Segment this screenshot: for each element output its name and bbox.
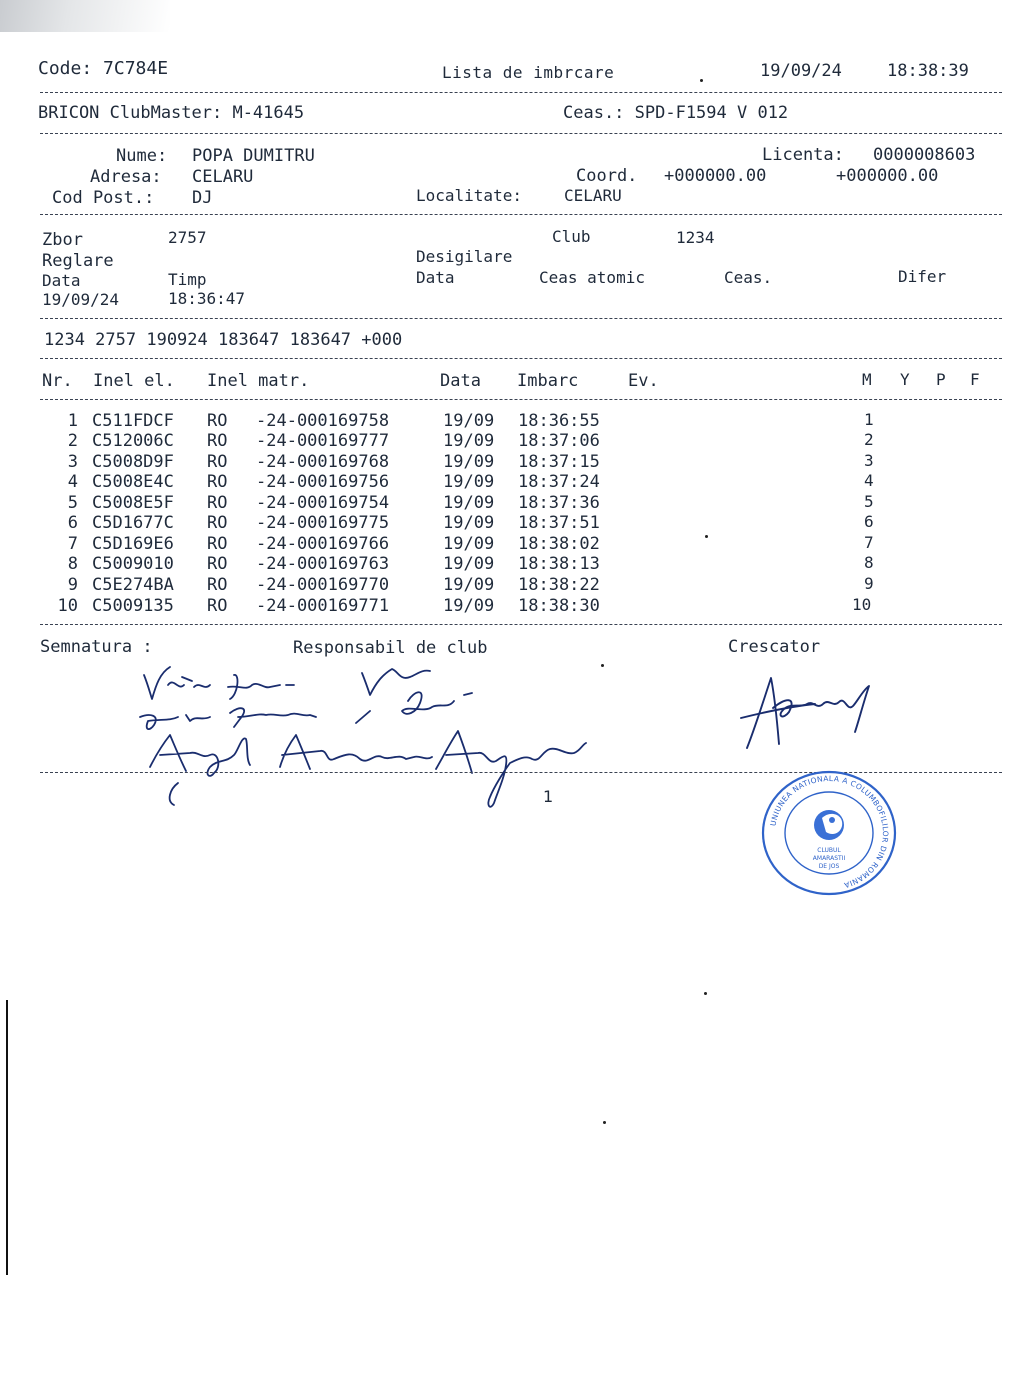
row-imbarc: 18:38:22 (518, 575, 600, 595)
club-label: Club (552, 227, 591, 246)
breeder-signature (735, 668, 880, 753)
flight-code-line: 1234 2757 190924 183647 183647 +000 (44, 330, 403, 350)
divider (40, 358, 1002, 359)
row-nr: 10 (57, 596, 78, 616)
row-m: 7 (864, 533, 874, 552)
row-inel-el: C5E274BA (92, 575, 174, 595)
row-nr: 6 (67, 513, 78, 533)
row-imbarc: 18:37:24 (518, 472, 600, 492)
col-inel-matr: Inel matr. (207, 371, 310, 391)
row-imbarc: 18:36:55 (518, 411, 600, 431)
row-m: 1 (864, 410, 874, 429)
reglare-label: Reglare (42, 251, 114, 271)
row-data: 19/09 (443, 411, 495, 431)
locality-value: CELARU (564, 186, 622, 205)
row-country: RO (207, 452, 228, 472)
unseal-date-label: Data (416, 268, 455, 287)
row-data: 19/09 (443, 452, 495, 472)
row-country: RO (207, 472, 228, 492)
name-label: Nume: (116, 146, 168, 166)
col-m: M (862, 370, 872, 389)
document-code: Code: 7C784E (38, 58, 169, 79)
coord-lat: +000000.00 (664, 166, 767, 186)
col-f: F (970, 370, 980, 389)
col-data: Data (440, 371, 481, 391)
row-imbarc: 18:37:51 (518, 513, 600, 533)
row-inel-matr: -24-000169770 (256, 575, 390, 595)
row-country: RO (207, 513, 228, 533)
document-title: Lista de imbrcare (442, 63, 615, 82)
row-nr: 5 (67, 493, 78, 513)
row-inel-matr: -24-000169768 (256, 452, 390, 472)
club-responsible-label: Responsabil de club (293, 638, 488, 658)
desigilare-label: Desigilare (416, 247, 513, 266)
row-nr: 1 (67, 411, 78, 431)
svg-text:AMARASTII: AMARASTII (812, 855, 846, 862)
row-inel-matr: -24-000169754 (256, 493, 390, 513)
svg-text:DE JOS: DE JOS (818, 863, 840, 870)
row-country: RO (207, 411, 228, 431)
divider (40, 624, 1002, 625)
row-inel-el: C512006C (92, 431, 174, 451)
locality-label: Localitate: (416, 186, 522, 205)
row-country: RO (207, 554, 228, 574)
clock-id: Ceas.: SPD-F1594 V 012 (563, 103, 789, 123)
row-inel-matr: -24-000169758 (256, 411, 390, 431)
divider (40, 214, 1002, 215)
row-m: 6 (864, 512, 874, 531)
col-inel-el: Inel el. (93, 371, 175, 391)
row-inel-matr: -24-000169763 (256, 554, 390, 574)
col-p: P (936, 370, 946, 389)
atomic-clock-label: Ceas atomic (539, 268, 645, 287)
row-imbarc: 18:38:30 (518, 596, 600, 616)
postal-label: Cod Post.: (52, 188, 155, 208)
row-inel-matr: -24-000169771 (256, 596, 390, 616)
scan-shadow-corner (0, 0, 170, 32)
col-y: Y (900, 370, 910, 389)
row-imbarc: 18:38:02 (518, 534, 600, 554)
row-imbarc: 18:37:15 (518, 452, 600, 472)
row-m: 2 (864, 430, 874, 449)
row-imbarc: 18:37:06 (518, 431, 600, 451)
row-nr: 3 (67, 452, 78, 472)
row-m: 10 (852, 595, 872, 614)
row-nr: 7 (67, 534, 78, 554)
coord-label: Coord. (576, 166, 638, 186)
handwritten-signatures (130, 655, 600, 825)
row-inel-matr: -24-000169775 (256, 513, 390, 533)
row-inel-matr: -24-000169756 (256, 472, 390, 492)
address-value: CELARU (192, 167, 254, 187)
row-country: RO (207, 534, 228, 554)
clock-label: Ceas. (724, 268, 773, 287)
row-country: RO (207, 431, 228, 451)
row-data: 19/09 (443, 596, 495, 616)
license-number: 0000008603 (873, 145, 976, 165)
scan-speck (704, 992, 707, 995)
row-data: 19/09 (443, 575, 495, 595)
row-inel-el: C5D169E6 (92, 534, 174, 554)
row-inel-el: C5008E5F (92, 493, 174, 513)
row-imbarc: 18:38:13 (518, 554, 600, 574)
row-inel-matr: -24-000169777 (256, 431, 390, 451)
reg-time: 18:36:47 (168, 289, 246, 308)
row-m: 3 (864, 451, 874, 470)
row-imbarc: 18:37:36 (518, 493, 600, 513)
scan-edge-line (6, 1000, 8, 1275)
row-inel-el: C5009135 (92, 596, 174, 616)
club-master-id: BRICON ClubMaster: M-41645 (38, 103, 305, 123)
breeder-label: Crescator (728, 637, 821, 657)
header-time: 18:38:39 (887, 61, 969, 81)
row-country: RO (207, 575, 228, 595)
scan-speck (601, 664, 604, 667)
club-number: 1234 (676, 228, 715, 247)
coord-lon: +000000.00 (836, 166, 939, 186)
row-data: 19/09 (443, 493, 495, 513)
row-nr: 9 (67, 575, 78, 595)
divider (40, 92, 1002, 93)
col-ev: Ev. (628, 371, 659, 391)
svg-text:UNIUNEA NATIONALA A COLUMBOFIL: UNIUNEA NATIONALA A COLUMBOFILILOR DIN ROMANIA (768, 773, 891, 890)
row-m: 4 (864, 471, 874, 490)
row-nr: 4 (67, 472, 78, 492)
signature-label: Semnatura : (40, 637, 153, 657)
divider (40, 399, 1002, 400)
row-data: 19/09 (443, 554, 495, 574)
row-m: 9 (864, 574, 874, 593)
row-m: 5 (864, 492, 874, 511)
scan-speck (700, 79, 703, 82)
scan-speck (603, 1121, 606, 1124)
col-nr: Nr. (42, 371, 73, 391)
row-inel-el: C5008D9F (92, 452, 174, 472)
row-inel-el: C5D1677C (92, 513, 174, 533)
club-stamp-seal (760, 770, 898, 896)
row-data: 19/09 (443, 431, 495, 451)
license-label: Licenta: (762, 145, 844, 165)
row-inel-el: C5009010 (92, 554, 174, 574)
scan-speck (705, 535, 708, 538)
reg-date: 19/09/24 (42, 290, 120, 309)
svg-text:CLUBUL: CLUBUL (817, 847, 841, 854)
row-country: RO (207, 596, 228, 616)
reg-date-label: Data (42, 271, 81, 290)
row-data: 19/09 (443, 513, 495, 533)
row-country: RO (207, 493, 228, 513)
row-inel-el: C5008E4C (92, 472, 174, 492)
row-m: 8 (864, 553, 874, 572)
flight-number: 2757 (168, 228, 207, 247)
postal-value: DJ (192, 188, 213, 208)
header-date: 19/09/24 (760, 61, 842, 81)
flight-label: Zbor (42, 230, 83, 250)
divider (40, 133, 1002, 134)
row-inel-matr: -24-000169766 (256, 534, 390, 554)
page-number: 1 (543, 787, 554, 806)
address-label: Adresa: (90, 167, 162, 187)
difference-label: Difer (898, 267, 947, 286)
row-data: 19/09 (443, 534, 495, 554)
row-inel-el: C511FDCF (92, 411, 174, 431)
divider (40, 318, 1002, 319)
reg-time-label: Timp (168, 270, 207, 289)
row-nr: 8 (67, 554, 78, 574)
row-nr: 2 (67, 431, 78, 451)
col-imbarc: Imbarc (517, 371, 579, 391)
row-data: 19/09 (443, 472, 495, 492)
breeder-name: POPA DUMITRU (192, 146, 315, 166)
